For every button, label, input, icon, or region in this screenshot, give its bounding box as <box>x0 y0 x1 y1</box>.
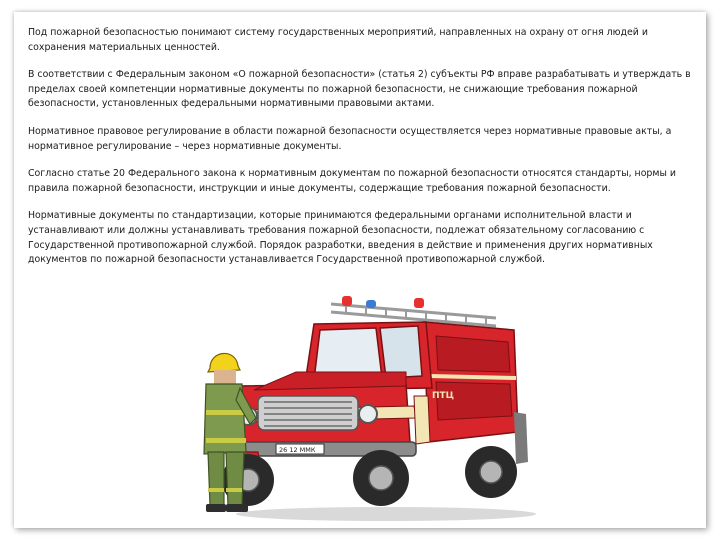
license-plate-text: 26 12 ММК <box>279 446 316 454</box>
beacon-center <box>366 300 376 308</box>
fire-truck-illustration <box>196 292 541 526</box>
paragraph-standardization: Нормативные документы по стандартизации, которые принимаются федеральными органами исполнительной власти и устанавливают или должны устанавливать требования пожарной безопасности, подлежат обязательному согласованию с Государственной противопожарной службой. Порядок разработки, введения в действие и применения других нормативных документов по пожарной безопасности устанавливается Государственной противопожарной службой. <box>28 210 653 266</box>
firefighter-boots <box>206 504 226 512</box>
ground-shadow <box>236 507 536 521</box>
cab-label: ПТЦ <box>432 391 455 401</box>
radiator-grille <box>258 396 358 430</box>
beacon-left <box>342 296 352 306</box>
firefighter-helmet <box>208 353 240 372</box>
paragraph-article-20: Согласно статье 20 Федерального закона к нормативным документам по пожарной безопасности относятся стандарты, нормы и правила пожарной безопасности, инструкции и иные документы, содержащие требования пожарной безопасности. <box>28 168 676 194</box>
headlight-right <box>359 405 377 423</box>
paragraph-federal-law: В соответствии с Федеральным законом «О пожарной безопасности» (статья 2) субъекты РФ вправе разрабатывать и утверждать в пределах своей компетенции нормативные документы по пожарной безопасности, не снижающие требования пожарной безопасности, установленных федеральными нормативными правовыми актами. <box>28 69 691 110</box>
fire-truck <box>222 296 528 506</box>
beacon-right <box>414 298 424 308</box>
paragraph-definition: Под пожарной безопасностью понимают систему государственных мероприятий, направленных на охрану от огня людей и сохранения материальных ценностей. <box>28 27 648 53</box>
side-window <box>380 326 422 378</box>
paragraph-regulation: Нормативное правовое регулирование в области пожарной безопасности осуществляется через нормативные правовые акты, а нормативное регулирование – через нормативные документы. <box>28 125 672 152</box>
text-block <box>28 26 696 281</box>
